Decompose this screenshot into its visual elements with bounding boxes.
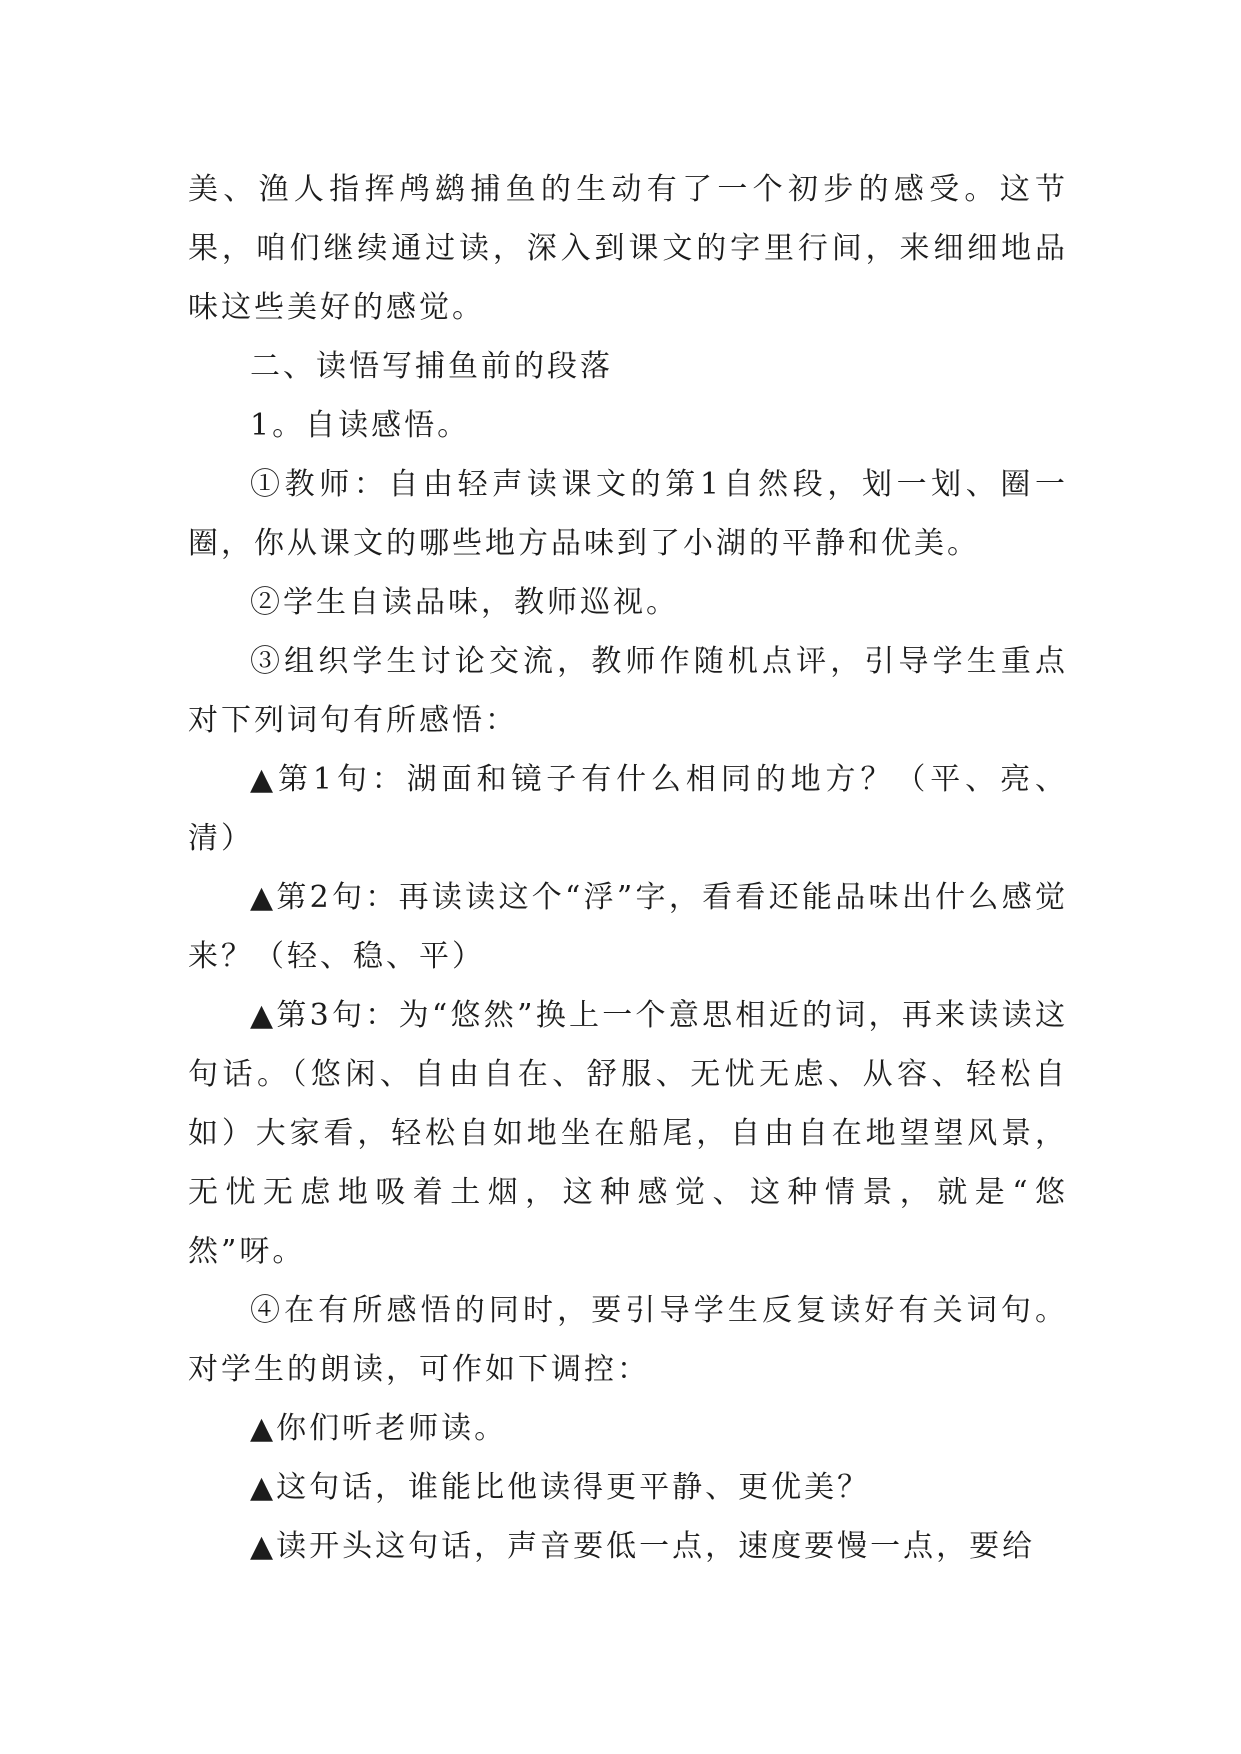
bullet-sentence-1: ▲第1句：湖面和镜子有什么相同的地方？（平、亮、清） (188, 762, 1068, 856)
paragraph-discussion: ③组织学生讨论交流，教师作随机点评，引导学生重点对下列词句有所感悟： (188, 644, 1068, 738)
paragraph-student-reading: ②学生自读品味，教师巡视。 (250, 585, 679, 620)
step-heading: 1。自读感悟。 (250, 408, 471, 443)
paragraph-reading-guidance: ④在有所感悟的同时，要引导学生反复读好有关词句。对学生的朗读，可作如下调控： (188, 1293, 1068, 1387)
section-heading: 二、读悟写捕鱼前的段落 (250, 349, 613, 384)
bullet-read-opening: ▲读开头这句话，声音要低一点，速度要慢一点，要给 (250, 1529, 1036, 1564)
paragraph-teacher-instruction: ①教师：自由轻声读课文的第1自然段，划一划、圈一圈，你从课文的哪些地方品味到了小湖的平静和优美。 (188, 467, 1068, 561)
bullet-sentence-3: ▲第3句：为“悠然”换上一个意思相近的词，再来读读这句话。（悠闲、自由自在、舒服、无忧无虑、从容、轻松自如）大家看，轻松自如地坐在船尾，自由自在地望望风景，无忧无虑地吸着土烟，这种感觉、这种情景，就是“悠然”呀。 (188, 998, 1068, 1269)
bullet-sentence-2: ▲第2句：再读读这个“浮”字，看看还能品味出什么感觉来？（轻、稳、平） (188, 880, 1068, 974)
document-body (188, 160, 1068, 1576)
bullet-compare-reading: ▲这句话，谁能比他读得更平静、更优美？ (250, 1470, 871, 1505)
bullet-listen: ▲你们听老师读。 (250, 1411, 508, 1446)
paragraph-continuation: 美、渔人指挥鸬鹚捕鱼的生动有了一个初步的感受。这节果，咱们继续通过读，深入到课文的字里行间，来细细地品味这些美好的感觉。 (188, 172, 1068, 325)
